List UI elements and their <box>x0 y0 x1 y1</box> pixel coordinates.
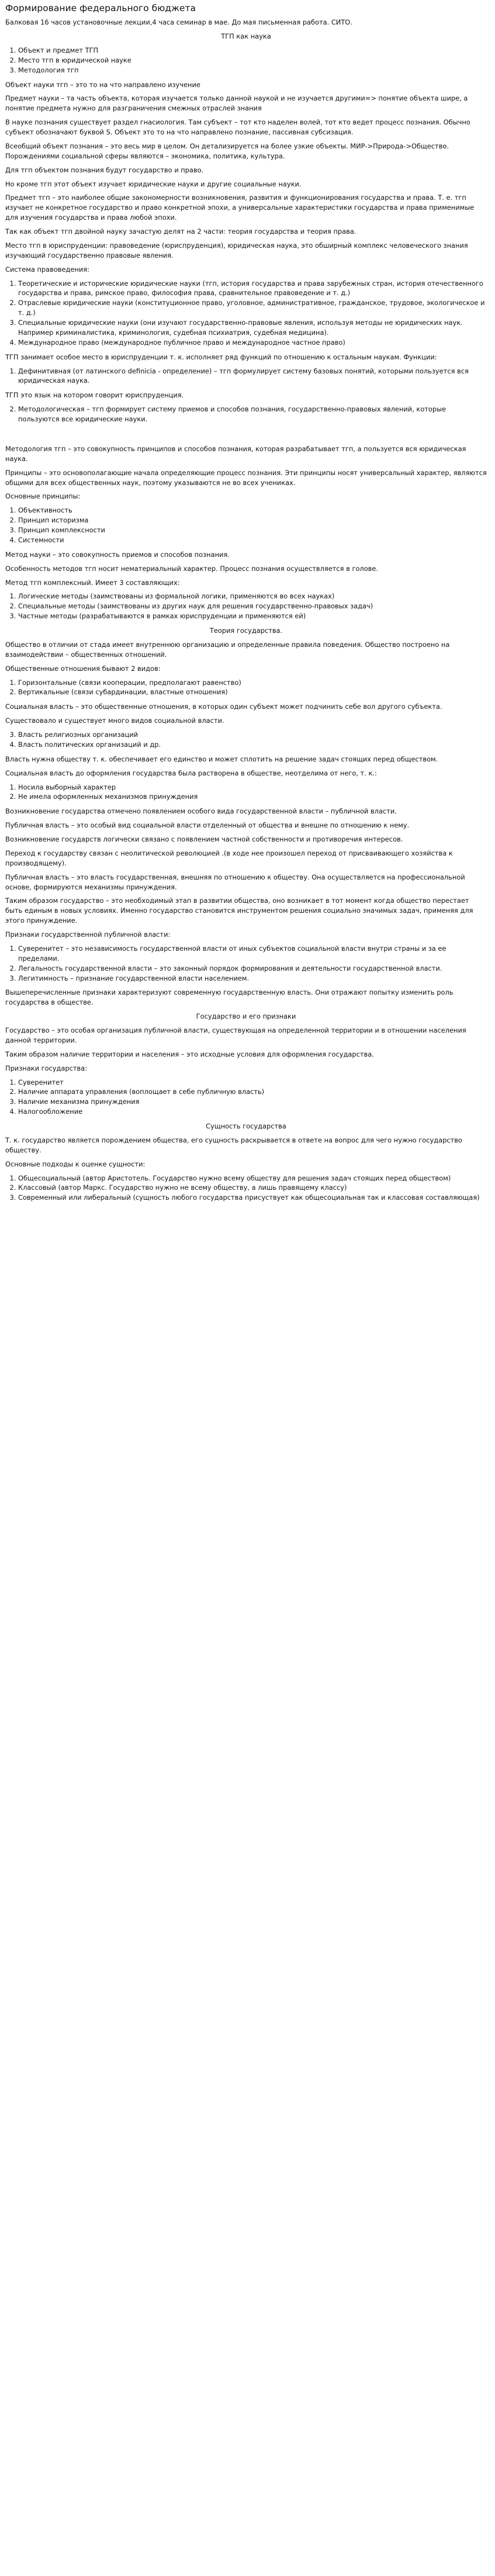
paragraph: ТГП это язык на котором говорит юриспруденция. <box>5 391 184 400</box>
numbered-list <box>5 46 487 75</box>
list-item: 2. Легальность государственной власти – это законный порядок формирования и деятельности государственной власти. <box>18 964 487 974</box>
list-item: 1. Дефинитивная (от латинского definicia - определение) – тгп формулирует систему базовых понятий, которыми пользуется вся юридическая наука. <box>18 366 487 386</box>
numbered-list <box>5 505 487 545</box>
list-item: 4. Власть политических организаций и др. <box>18 740 487 750</box>
section-heading: Сущность государства <box>206 1122 286 1131</box>
paragraph: Всеобщий объект познания – это весь мир в целом. Он детализируется на более узкие объекты. МИР->Природа->Общество. Порождениями социальной сферы являются – экономика, политика, культура. <box>5 141 449 160</box>
paragraph: Государство – это особая организация публичной власти, существующая на определенной территории и в отношении населения данной территории. <box>5 1026 466 1044</box>
list-item: 1. Теоретические и исторические юридические науки (тгп, история государства и права зарубежных стран, история отечественного государства и права, римское право, философия права, сравнительное правоведение и т. д.) <box>18 279 487 299</box>
section-heading: Теория государства. <box>209 626 283 635</box>
list-item: 2. Специальные методы (заимствованы из других наук для решения государственно-правовых задач) <box>18 601 487 611</box>
paragraph: Существовало и существует много видов социальной власти. <box>5 716 224 725</box>
paragraph: Метод тгп комплексный. Имеет 3 составляющих: <box>5 578 180 587</box>
document-title: Формирование федерального бюджета <box>5 3 196 13</box>
paragraph: Общество в отличии от стада имеет внутреннюю организацию и определенные правила поведения. Общество построено на взаимодействии – общественных отношений. <box>5 640 450 659</box>
list-item: 4. Системности <box>18 535 487 545</box>
document-body <box>5 18 487 1203</box>
list-item: 3. Специальные юридические науки (они изучают государственно-правовые явления, используя методы не юридических наук. Например криминалистика, криминология, судебная психиатрия, судебная медицина). <box>18 318 487 338</box>
paragraph: Но кроме тгп этот объект изучает юридические науки и другие социальные науки. <box>5 179 302 188</box>
paragraph: Методология тгп – это совокупность принципов и способов познания, которая разрабатывает тгп, а пользуется вся юридическая наука. <box>5 444 466 463</box>
numbered-list <box>5 944 487 984</box>
list-item: 1. Суверенитет <box>18 1078 487 1088</box>
section-heading: Государство и его признаки <box>196 1012 296 1021</box>
numbered-list <box>5 730 487 750</box>
paragraph: Вышеперечисленные признаки характеризуют современную государственную власть. Они отражают попытку изменить роль государства в обществе. <box>5 988 454 1007</box>
list-item: 2. Классовый (автор Маркс. Государство нужно не всему обществу, а лишь правящему классу) <box>18 1183 487 1193</box>
spacer <box>5 429 487 444</box>
list-item: 3. Современный или либеральный (сущность любого государства присуствует как общесоциальная так и классовая составляющая) <box>18 1193 487 1203</box>
paragraph: Основные подходы к оценке сущности: <box>5 1159 146 1168</box>
list-item: 3. Принцип комплексности <box>18 525 487 535</box>
numbered-list <box>5 1173 487 1203</box>
list-item: 1. Горизонтальные (связи кооперации, предполагают равенство) <box>18 678 487 688</box>
paragraph: Признаки государства: <box>5 1064 88 1072</box>
paragraph: Предмет тгп – это наиболее общие закономерности возникновения, развития и функционирования государства и права. Т. е. тгп изучает не конкретное государство и право конкретной эпохи, а универсальные характеристики государства и права применимые для изучения государства и права любой эпохи. <box>5 193 475 222</box>
list-item: 2. Методологическая – тгп формирует систему приемов и способов познания, государственно-правовых явлений, которые пользуются все юридические науки. <box>18 404 487 424</box>
paragraph: ТГП занимает особое место в юриспруденции т. к. исполняет ряд функций по отношению к остальным наукам. Функции: <box>5 352 437 361</box>
paragraph: Объект науки тгп – это то на что направлено изучение <box>5 80 200 89</box>
list-item: 4. Налогообложение <box>18 1107 487 1117</box>
list-item: 2. Наличие аппарата управления (воплощает в себе публичную власть) <box>18 1087 487 1097</box>
paragraph: Особенность методов тгп носит нематериальный характер. Процесс познания осуществляется в голове. <box>5 564 379 573</box>
list-item: 1. Объективность <box>18 505 487 515</box>
list-item: 3. Наличие механизма принуждения <box>18 1097 487 1107</box>
paragraph: Основные принципы: <box>5 492 81 501</box>
list-item: 1. Суверенитет – это независимость государственной власти от иных субъектов социальной власти внутри страны и за ее пределами. <box>18 944 487 964</box>
paragraph: Для тгп объектом познания будут государство и право. <box>5 165 204 174</box>
numbered-list <box>5 678 487 698</box>
paragraph: Таким образом государство – это необходимый этап в развитии общества, оно возникает в тот момент когда общество перестает быть единым в новых условиях. Именно государство становится инструментом решения социально значимых задач, применяя для этого принуждение. <box>5 896 473 925</box>
paragraph: Переход к государству связан с неолитической революцией .(в ходе нее произошел переход от присваивающего хозяйства к производящему). <box>5 849 453 867</box>
paragraph: Таким образом наличие территории и населения – это исходные условия для оформления государства. <box>5 1050 374 1058</box>
paragraph: Публичная власть – это особый вид социальной власти отделенный от общества и внешне по отношению к нему. <box>5 821 410 830</box>
paragraph: В науке познания существует раздел гнасиология. Там субъект – тот кто наделен волей, тот кто ведет процесс познания. Обычно субъект обозначают буквой S. Объект это то на что направлено познание, пассивная субсизация. <box>5 118 470 137</box>
paragraph: Т. к. государство является порождением общества, его сущность раскрывается в ответе на вопрос для чего нужно государство обществу. <box>5 1135 462 1154</box>
list-item: 2. Место тгп в юридической науке <box>18 56 487 65</box>
list-item: 2. Принцип историзма <box>18 515 487 525</box>
document-page <box>0 0 495 1213</box>
paragraph: Метод науки – это совокупность приемов и способов познания. <box>5 550 230 559</box>
paragraph: Принципы – это основополагающие начала определяющие процесс познания. Эти принципы носят универсальный характер, являются общими для всех общественных наук, поэтому указываются не во всех учениках. <box>5 468 487 487</box>
list-item: 3. Методология тгп <box>18 65 487 75</box>
list-item: 1. Носила выборный характер <box>18 783 487 792</box>
numbered-list <box>5 279 487 348</box>
list-item: 1. Общесоциальный (автор Аристотель. Государство нужно всему обществу для решения задач стоящих перед обществом) <box>18 1173 487 1183</box>
paragraph: Социальная власть – это общественные отношения, в которых один субъект может подчинить себе вол другого субъекта. <box>5 702 442 711</box>
paragraph: Так как объект тгп двойной науку зачастую делят на 2 части: теория государства и теория права. <box>5 227 356 236</box>
numbered-list <box>5 1078 487 1117</box>
list-item: 2. Не имела оформленных механизмов принуждения <box>18 792 487 802</box>
list-item: 4. Международное право (международное публичное право и международное частное право) <box>18 338 487 348</box>
numbered-list <box>5 366 487 386</box>
numbered-list <box>5 783 487 802</box>
paragraph: Признаки государственной публичной власти: <box>5 930 171 939</box>
paragraph: Возникновение государств логически связано с появлением частной собственности и противоречия интересов. <box>5 835 403 844</box>
list-item: 3. Власть религиозных организаций <box>18 730 487 740</box>
list-item: 1. Логические методы (заимствованы из формальной логики, применяются во всех науках) <box>18 591 487 601</box>
paragraph: Власть нужна обществу т. к. обеспечивает его единство и может сплотить на решение задач стоящих перед обществом. <box>5 754 438 763</box>
paragraph: Публичная власть – это власть государственная, внешняя по отношению к обществу. Она осуществляется на профессиональной основе, формируются механизмы принуждения. <box>5 872 465 891</box>
numbered-list <box>5 591 487 621</box>
paragraph: Возникновение государства отмечено появлением особого вида государственной власти – публичной власти. <box>5 807 397 816</box>
paragraph: Предмет науки – та часть объекта, которая изучается только данной наукой и не изучается другими=> понятие объекта шире, а понятие предмета нужно для разграничения смежных отраслей знания <box>5 94 468 113</box>
paragraph: Социальная власть до оформления государства была растворена в обществе, неотделима от него, т. к.: <box>5 768 377 777</box>
list-item: 3. Легитимность – признание государственной власти населением. <box>18 974 487 984</box>
list-item: 2. Отраслевые юридические науки (конституционное право, уголовное, административное, гражданское, трудовое, экологическое и т. д.) <box>18 298 487 318</box>
paragraph: Место тгп в юриспруденции: правоведение (юриспруденция), юридическая наука, это обширный комплекс человеческого знания изучающий государственно правовые явления. <box>5 241 468 259</box>
section-heading: ТГП как наука <box>221 32 271 41</box>
list-item: 2. Вертикальные (связи субардинации, властные отношения) <box>18 687 487 697</box>
paragraph: Балковая 16 часов установочные лекции,4 часа семинар в мае. До мая письменная работа. СИТО. <box>5 18 352 27</box>
paragraph: Общественные отношения бывают 2 видов: <box>5 664 161 673</box>
list-item: 3. Частные методы (разрабатываются в рамках юриспруденции и применяются ей) <box>18 611 487 621</box>
paragraph: Система правоведения: <box>5 265 89 273</box>
list-item: 1. Объект и предмет ТГП <box>18 46 487 56</box>
numbered-list <box>5 404 487 424</box>
